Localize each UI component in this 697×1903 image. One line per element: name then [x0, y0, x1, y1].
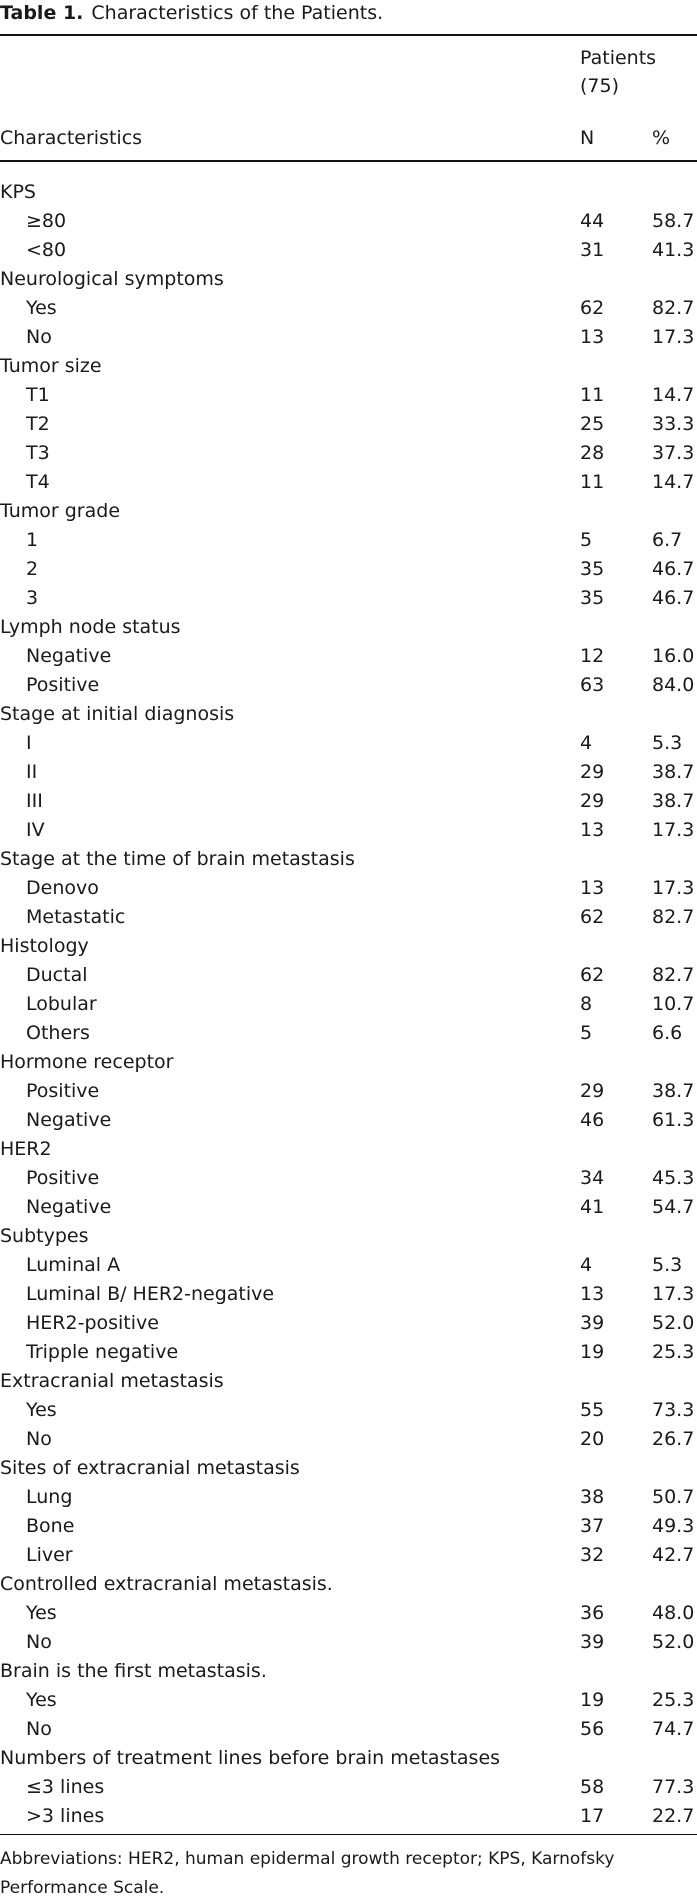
table-row: [0, 990, 697, 1019]
table-row: [0, 439, 697, 468]
row-pct: 6.7: [652, 529, 683, 551]
row-label: No: [26, 326, 52, 348]
row-label: Controlled extracranial metastasis.: [0, 1573, 333, 1595]
col-header-characteristics: Characteristics: [0, 127, 143, 149]
row-n: 34: [580, 1167, 605, 1189]
table-title: Characteristics of the Patients.: [91, 2, 384, 24]
row-n: 28: [580, 442, 605, 464]
table-row: [0, 1715, 697, 1744]
row-n: 8: [580, 993, 593, 1015]
row-pct: 17.3: [652, 819, 695, 841]
row-pct: 22.7: [652, 1805, 695, 1827]
row-label: Luminal A: [26, 1254, 121, 1276]
table-row: [0, 1193, 697, 1222]
table-row: [0, 468, 697, 497]
header-rule: [0, 160, 697, 162]
row-pct: 41.3: [652, 239, 695, 261]
table-group-row: [0, 932, 697, 961]
table-row: [0, 323, 697, 352]
row-n: 63: [580, 674, 605, 696]
row-n: 46: [580, 1109, 605, 1131]
table-row: [0, 1628, 697, 1657]
row-n: 39: [580, 1631, 605, 1653]
table-row: [0, 410, 697, 439]
row-n: 62: [580, 964, 605, 986]
row-pct: 58.7: [652, 210, 695, 232]
row-label: Stage at the time of brain metastasis: [0, 848, 355, 870]
row-n: 20: [580, 1428, 605, 1450]
row-label: Positive: [26, 674, 100, 696]
table-row: [0, 1425, 697, 1454]
row-label: Hormone receptor: [0, 1051, 174, 1073]
row-label: Tumor grade: [0, 500, 121, 522]
row-n: 35: [580, 558, 605, 580]
row-n: 36: [580, 1602, 605, 1624]
row-n: 62: [580, 906, 605, 928]
row-label: Negative: [26, 645, 112, 667]
row-n: 29: [580, 1080, 605, 1102]
row-n: 17: [580, 1805, 605, 1827]
row-label: 2: [26, 558, 39, 580]
table-row: [0, 1512, 697, 1541]
row-n: 13: [580, 819, 605, 841]
table-group-row: [0, 700, 697, 729]
row-pct: 38.7: [652, 790, 695, 812]
row-n: 62: [580, 297, 605, 319]
table-row: [0, 1338, 697, 1367]
row-pct: 82.7: [652, 964, 695, 986]
row-label: T2: [26, 413, 50, 435]
row-label: Yes: [26, 1399, 57, 1421]
row-label: Positive: [26, 1167, 100, 1189]
table-row: [0, 236, 697, 265]
row-n: 19: [580, 1341, 605, 1363]
row-n: 5: [580, 1022, 593, 1044]
row-label: No: [26, 1428, 52, 1450]
row-pct: 82.7: [652, 297, 695, 319]
row-n: 32: [580, 1544, 605, 1566]
table-row: [0, 874, 697, 903]
table-row: [0, 1309, 697, 1338]
row-pct: 74.7: [652, 1718, 695, 1740]
table-row: [0, 1251, 697, 1280]
row-pct: 45.3: [652, 1167, 695, 1189]
row-label: T3: [26, 442, 50, 464]
row-pct: 77.3: [652, 1776, 695, 1798]
row-n: 13: [580, 1283, 605, 1305]
row-pct: 42.7: [652, 1544, 695, 1566]
row-label: II: [26, 761, 38, 783]
row-pct: 26.7: [652, 1428, 695, 1450]
row-label: Histology: [0, 935, 89, 957]
row-label: KPS: [0, 181, 36, 203]
row-n: 37: [580, 1515, 605, 1537]
row-pct: 16.0: [652, 645, 695, 667]
row-n: 12: [580, 645, 605, 667]
row-label: Lymph node status: [0, 616, 181, 638]
table-row: [0, 758, 697, 787]
table-row: [0, 1483, 697, 1512]
row-pct: 6.6: [652, 1022, 683, 1044]
row-pct: 33.3: [652, 413, 695, 435]
row-n: 11: [580, 384, 605, 406]
table-row: [0, 787, 697, 816]
table-row: [0, 1077, 697, 1106]
row-label: Bone: [26, 1515, 75, 1537]
table-caption: [0, 0, 383, 26]
table-row: [0, 671, 697, 700]
row-pct: 17.3: [652, 877, 695, 899]
row-n: 44: [580, 210, 605, 232]
row-label: Liver: [26, 1544, 73, 1566]
row-label: Metastatic: [26, 906, 126, 928]
table-group-row: [0, 1570, 697, 1599]
row-n: 13: [580, 877, 605, 899]
group-count: (75): [580, 75, 620, 97]
table-group-row: [0, 613, 697, 642]
row-pct: 84.0: [652, 674, 695, 696]
table-row: [0, 1773, 697, 1802]
table-row: [0, 642, 697, 671]
row-pct: 49.3: [652, 1515, 695, 1537]
table-group-row: [0, 845, 697, 874]
row-n: 4: [580, 732, 593, 754]
row-pct: 5.3: [652, 732, 683, 754]
row-label: HER2-positive: [26, 1312, 159, 1334]
table-row: [0, 207, 697, 236]
table-row: [0, 1106, 697, 1135]
row-pct: 25.3: [652, 1341, 695, 1363]
row-label: ≥80: [26, 210, 67, 232]
row-label: 3: [26, 587, 39, 609]
table-row: [0, 294, 697, 323]
row-n: 19: [580, 1689, 605, 1711]
table-group-row: [0, 1135, 697, 1164]
row-pct: 54.7: [652, 1196, 695, 1218]
row-label: Luminal B/ HER2-negative: [26, 1283, 275, 1305]
table-row: [0, 1686, 697, 1715]
row-label: Neurological symptoms: [0, 268, 224, 290]
row-n: 56: [580, 1718, 605, 1740]
row-n: 4: [580, 1254, 593, 1276]
table-row: [0, 584, 697, 613]
row-pct: 14.7: [652, 384, 695, 406]
table-row: [0, 555, 697, 584]
row-label: Yes: [26, 1602, 57, 1624]
row-n: 25: [580, 413, 605, 435]
table-row: [0, 816, 697, 845]
row-n: 58: [580, 1776, 605, 1798]
row-pct: 52.0: [652, 1312, 695, 1334]
table-group-row: [0, 265, 697, 294]
row-label: Negative: [26, 1109, 112, 1131]
row-pct: 38.7: [652, 1080, 695, 1102]
table-group-row: [0, 1367, 697, 1396]
row-label: <80: [26, 239, 67, 261]
table-group-row: [0, 1222, 697, 1251]
row-label: Brain is the first metastasis.: [0, 1660, 267, 1682]
table-row: [0, 1164, 697, 1193]
row-n: 5: [580, 529, 593, 551]
row-label: Lung: [26, 1486, 73, 1508]
table-group-row: [0, 1657, 697, 1686]
row-n: 41: [580, 1196, 605, 1218]
row-pct: 17.3: [652, 1283, 695, 1305]
table-group-row: [0, 178, 697, 207]
row-pct: 5.3: [652, 1254, 683, 1276]
row-pct: 17.3: [652, 326, 695, 348]
row-label: Extracranial metastasis: [0, 1370, 224, 1392]
table-row: [0, 961, 697, 990]
row-n: 11: [580, 471, 605, 493]
table-row: [0, 1396, 697, 1425]
row-label: ≤3 lines: [26, 1776, 105, 1798]
row-label: >3 lines: [26, 1805, 105, 1827]
row-n: 29: [580, 761, 605, 783]
row-pct: 82.7: [652, 906, 695, 928]
row-pct: 25.3: [652, 1689, 695, 1711]
col-header-pct: %: [652, 127, 671, 149]
row-pct: 10.7: [652, 993, 695, 1015]
row-label: Denovo: [26, 877, 99, 899]
row-label: Yes: [26, 297, 57, 319]
row-pct: 14.7: [652, 471, 695, 493]
row-label: No: [26, 1631, 52, 1653]
row-label: Numbers of treatment lines before brain metastases: [0, 1747, 501, 1769]
table-footnote: Abbreviations: HER2, human epidermal growth receptor; KPS, Karnofsky Performance Scale.: [0, 1849, 615, 1898]
row-pct: 46.7: [652, 587, 695, 609]
row-pct: 52.0: [652, 1631, 695, 1653]
row-n: 55: [580, 1399, 605, 1421]
row-label: Positive: [26, 1080, 100, 1102]
row-label: HER2: [0, 1138, 52, 1160]
row-label: Subtypes: [0, 1225, 89, 1247]
row-n: 39: [580, 1312, 605, 1334]
top-rule: [0, 34, 697, 36]
table-row: [0, 1802, 697, 1831]
row-label: III: [26, 790, 43, 812]
row-pct: 46.7: [652, 558, 695, 580]
table-group-row: [0, 352, 697, 381]
table-row: [0, 1280, 697, 1309]
row-label: Others: [26, 1022, 90, 1044]
table-row: [0, 526, 697, 555]
table-row: [0, 729, 697, 758]
row-pct: 61.3: [652, 1109, 695, 1131]
table-body: [0, 178, 697, 1831]
table-group-row: [0, 1744, 697, 1773]
table-group-row: [0, 1454, 697, 1483]
row-pct: 73.3: [652, 1399, 695, 1421]
row-n: 29: [580, 790, 605, 812]
col-header-n: N: [580, 127, 595, 149]
row-label: Lobular: [26, 993, 97, 1015]
row-pct: 38.7: [652, 761, 695, 783]
row-label: Tumor size: [0, 355, 102, 377]
table-label: Table 1.: [0, 2, 84, 24]
table-group-row: [0, 497, 697, 526]
row-label: Tripple negative: [26, 1341, 179, 1363]
table-row: [0, 903, 697, 932]
table-row: [0, 381, 697, 410]
row-label: Negative: [26, 1196, 112, 1218]
row-n: 13: [580, 326, 605, 348]
row-n: 35: [580, 587, 605, 609]
row-label: Stage at initial diagnosis: [0, 703, 235, 725]
row-pct: 48.0: [652, 1602, 695, 1624]
row-pct: 50.7: [652, 1486, 695, 1508]
row-pct: 37.3: [652, 442, 695, 464]
row-label: No: [26, 1718, 52, 1740]
row-label: Sites of extracranial metastasis: [0, 1457, 300, 1479]
row-label: T4: [26, 471, 50, 493]
group-header: Patients: [580, 47, 657, 69]
table-row: [0, 1541, 697, 1570]
row-label: Yes: [26, 1689, 57, 1711]
bottom-rule: [0, 1834, 697, 1835]
row-n: 38: [580, 1486, 605, 1508]
row-label: 1: [26, 529, 39, 551]
row-label: IV: [26, 819, 45, 841]
table-group-row: [0, 1048, 697, 1077]
table-row: [0, 1599, 697, 1628]
row-n: 31: [580, 239, 605, 261]
row-label: T1: [26, 384, 50, 406]
row-label: Ductal: [26, 964, 88, 986]
row-label: I: [26, 732, 32, 754]
table-row: [0, 1019, 697, 1048]
